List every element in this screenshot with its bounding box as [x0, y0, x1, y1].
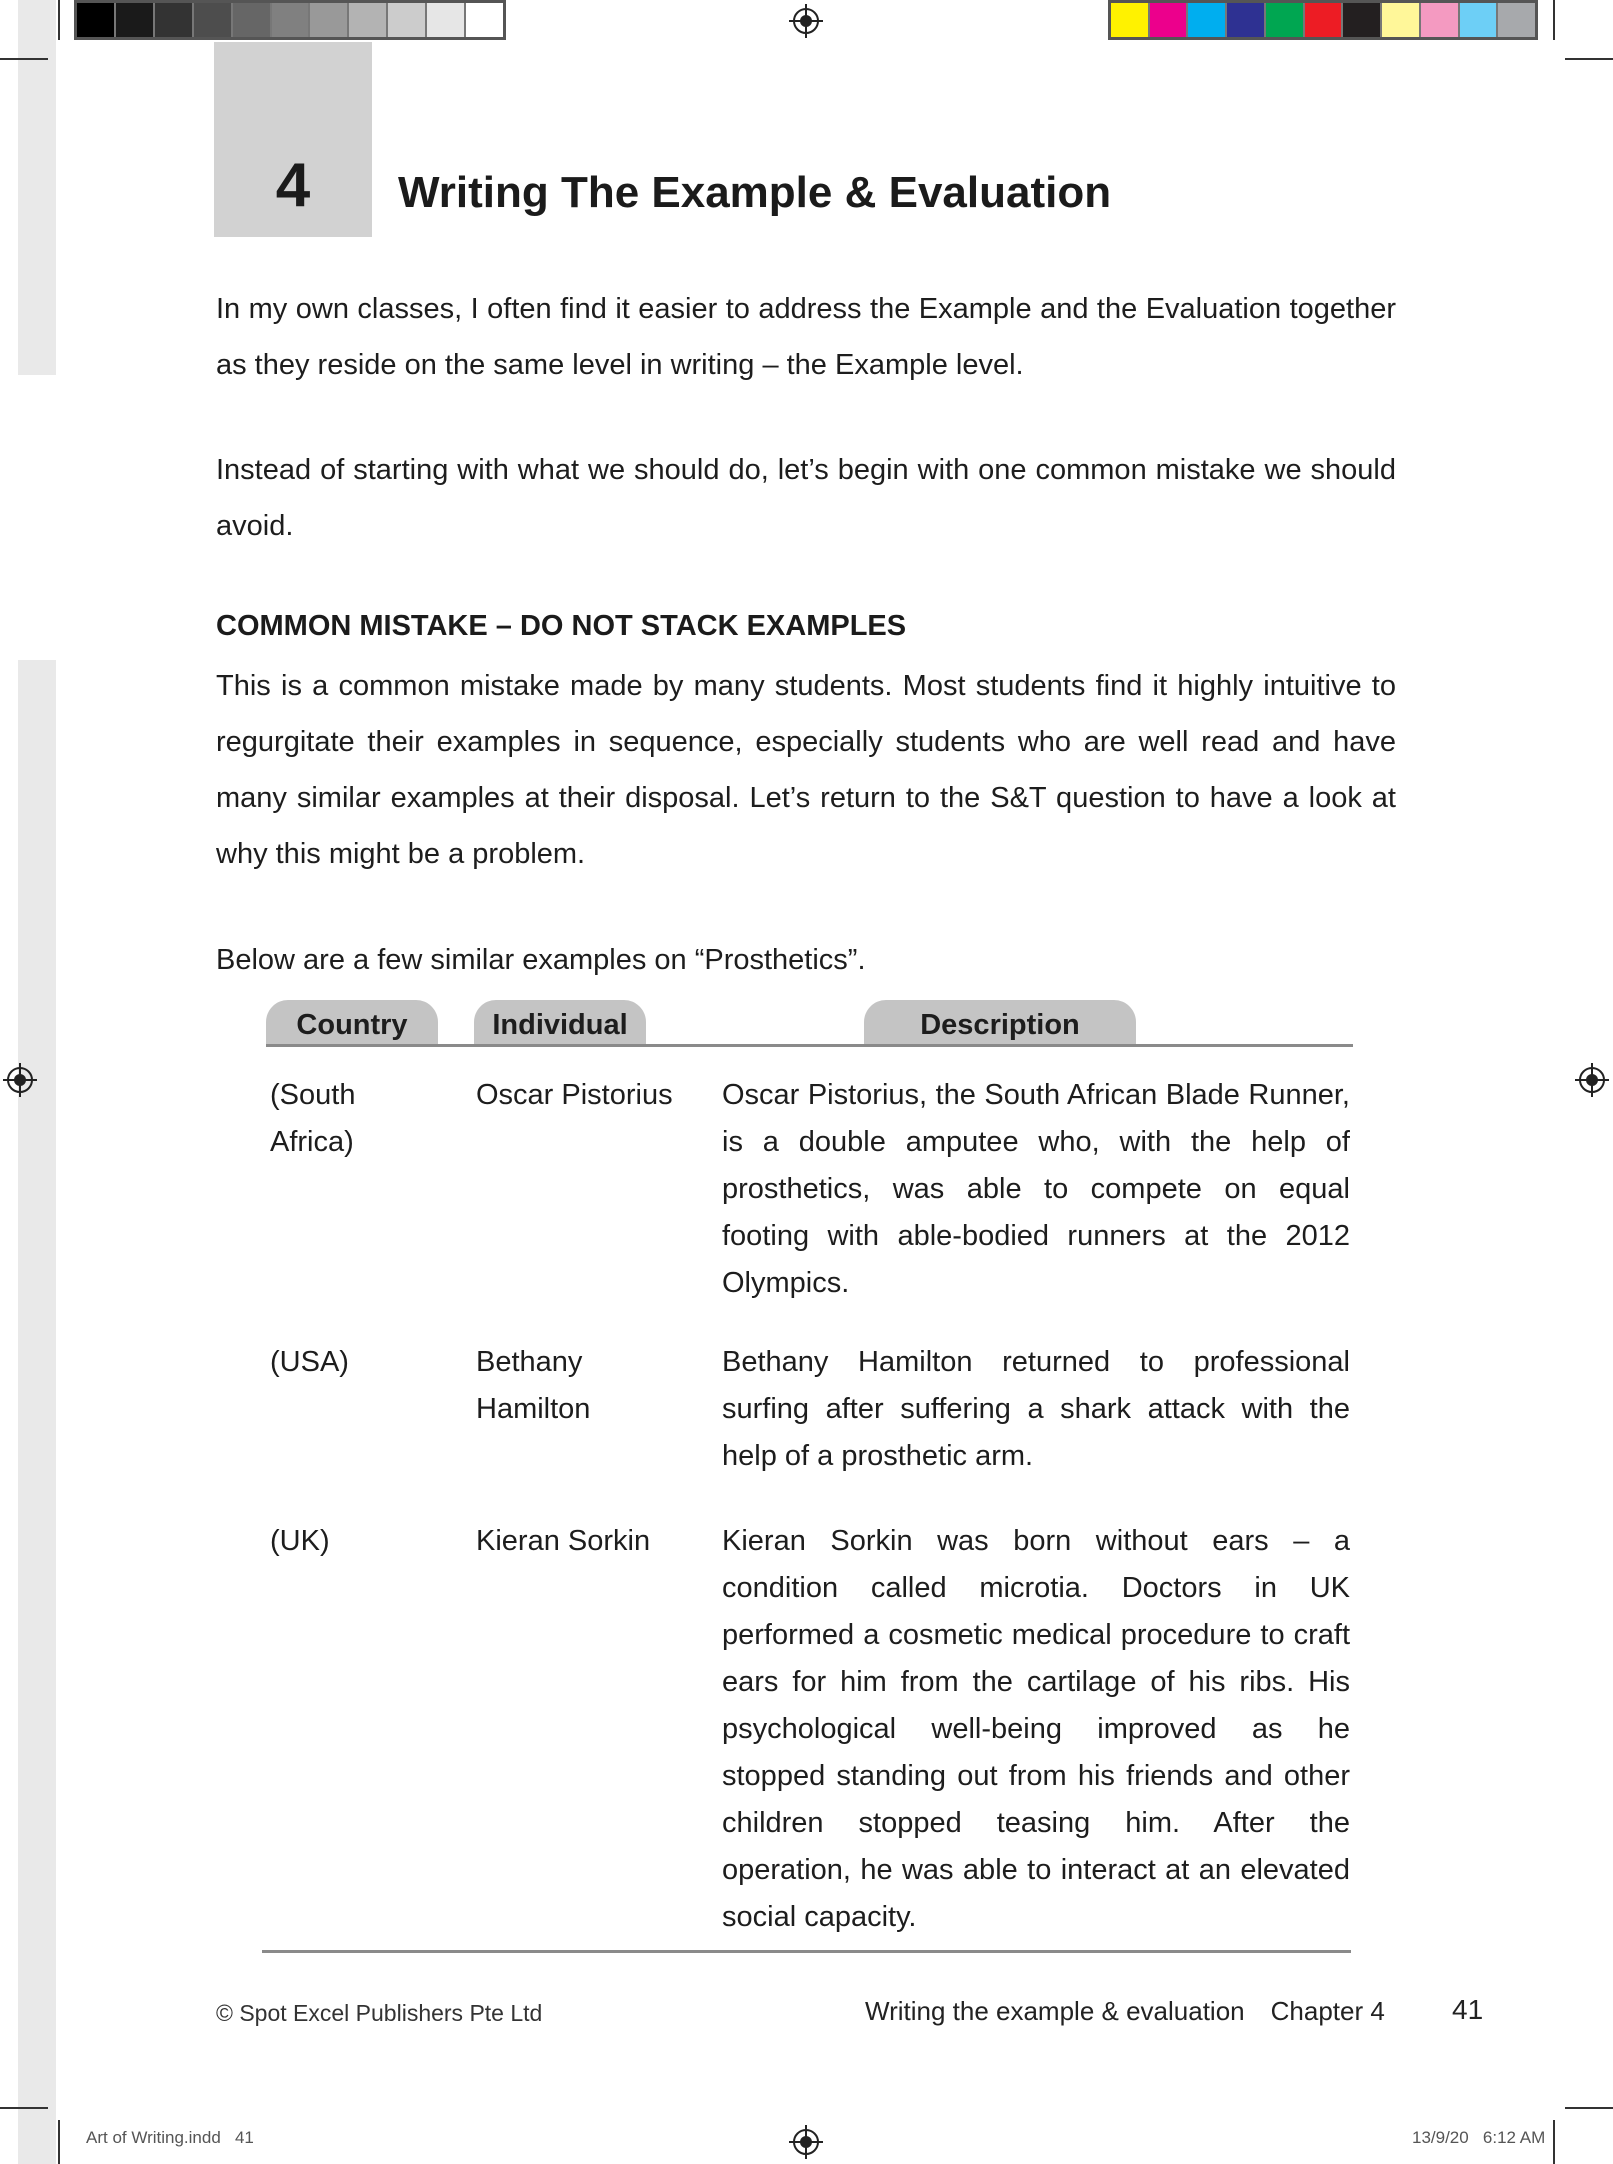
color-swatch: [77, 3, 116, 37]
crop-mark: [1553, 2120, 1555, 2164]
section-body-text: This is a common mistake made by many students. Most students find it highly intuitive to regurgitate their examples in sequence, especially students who are well read and have many similar examples at their disposal. Let’s return to the S&T question to have a look at why this might be a problem.: [216, 670, 1396, 870]
table-cell-individual: Kieran Sorkin: [476, 1525, 651, 1557]
table-cell-country: (South Africa): [270, 1079, 356, 1158]
crop-mark: [58, 0, 60, 40]
table-cell-description: Bethany Hamilton returned to professional surfing after suffering a shark attack with the help of a prosthetic arm.: [722, 1346, 1350, 1472]
table-cell-individual: Bethany Hamilton: [476, 1346, 591, 1425]
color-swatch: [1498, 3, 1535, 37]
column-header-country: Country: [266, 1000, 438, 1046]
page-number: 41: [1452, 1994, 1484, 2025]
crop-mark: [0, 2107, 48, 2109]
section-heading: COMMON MISTAKE – DO NOT STACK EXAMPLES: [216, 610, 907, 642]
crop-mark: [1565, 58, 1613, 60]
table-header-rule: [266, 1044, 1353, 1047]
table-bottom-rule: [262, 1950, 1351, 1953]
color-swatch: [1343, 3, 1382, 37]
left-printer-strip: [18, 660, 56, 2164]
running-footer: [865, 1996, 1411, 2027]
registration-mark-icon: [3, 1063, 37, 1097]
color-swatch: [1382, 3, 1421, 37]
color-swatch: [1111, 3, 1150, 37]
color-swatch: [1421, 3, 1460, 37]
crop-mark: [0, 58, 48, 60]
color-swatch: [349, 3, 388, 37]
chapter-title: Writing The Example & Evaluation: [398, 168, 1112, 217]
color-swatch: [1305, 3, 1344, 37]
color-swatch: [466, 3, 503, 37]
column-header-description: Description: [864, 1000, 1136, 1046]
left-printer-strip: [18, 0, 56, 375]
copyright: © Spot Excel Publishers Pte Ltd: [216, 2000, 543, 2026]
intro-text-1: In my own classes, I often find it easier to address the Example and the Evaluation together as they reside on the same level in writing – the Example level.: [216, 293, 1396, 381]
color-swatch: [1188, 3, 1227, 37]
chapter-label: Chapter 4: [1270, 1996, 1385, 2026]
color-swatch: [1460, 3, 1499, 37]
color-swatch: [233, 3, 272, 37]
table-cell-country: (UK): [270, 1525, 330, 1557]
table-intro: Below are a few similar examples on “Prosthetics”.: [216, 944, 866, 976]
table-cell-country: (USA): [270, 1346, 349, 1378]
column-header-individual: Individual: [474, 1000, 646, 1046]
chapter-number: 4: [275, 151, 311, 220]
slug-timestamp: 13/9/20 6:12 AM: [1412, 2128, 1546, 2147]
color-swatch: [1266, 3, 1305, 37]
crop-mark: [1553, 0, 1555, 40]
color-swatch: [427, 3, 466, 37]
intro-paragraph-1: [216, 281, 1396, 393]
registration-mark-icon: [789, 2125, 823, 2159]
color-swatch: [388, 3, 427, 37]
color-swatch: [1150, 3, 1189, 37]
registration-mark-icon: [789, 4, 823, 38]
running-title: Writing the example & evaluation: [865, 1996, 1245, 2026]
color-swatch: [1227, 3, 1266, 37]
table-cell-individual: Oscar Pistorius: [476, 1079, 673, 1111]
color-swatch: [272, 3, 311, 37]
section-body: [216, 658, 1396, 882]
color-swatch: [155, 3, 194, 37]
table-cell-description: Oscar Pistorius, the South African Blade Runner, is a double amputee who, with the help of prosthetics, was able to compete on equal footing with able-bodied runners at the 2012 Olympics.: [722, 1079, 1350, 1299]
crop-mark: [58, 2120, 60, 2164]
color-calibration-bar: [1108, 0, 1538, 40]
intro-text-2: Instead of starting with what we should do, let’s begin with one common mistake we should avoid.: [216, 454, 1396, 542]
crop-mark: [1565, 2107, 1613, 2109]
intro-paragraph-2: [216, 442, 1396, 554]
gray-calibration-bar: [74, 0, 506, 40]
color-swatch: [194, 3, 233, 37]
color-swatch: [116, 3, 155, 37]
slug-file: Art of Writing.indd 41: [86, 2128, 254, 2147]
color-swatch: [310, 3, 349, 37]
table-cell-description: Kieran Sorkin was born without ears – a condition called microtia. Doctors in UK performed a cosmetic medical procedure to craft ears for him from the cartilage of his ribs. His psychological well-being improved as he stopped standing out from his friends and other children stopped teasing him. After the operation, he was able to interact at an elevated social capacity.: [722, 1525, 1350, 1933]
registration-mark-icon: [1575, 1063, 1609, 1097]
